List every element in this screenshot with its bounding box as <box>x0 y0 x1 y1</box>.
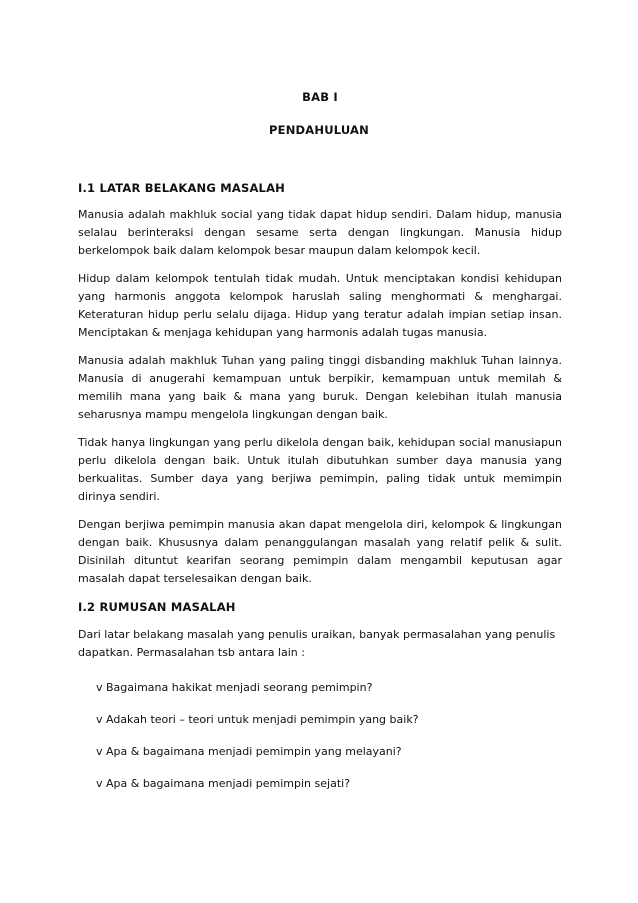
paragraph-4: Tidak hanya lingkungan yang perlu dikelola dengan baik, kehidupan social manusiapun perlu dikelola dengan baik. Untuk itulah dibutuhkan sumber daya manusia yang berkualitas. Sumber daya yang berjiwa pemimpin, paling tidak untuk memimpin dirinya sendiri. <box>78 436 562 503</box>
section-heading-rumusan-masalah: I.2 RUMUSAN MASALAH <box>78 600 236 614</box>
paragraph-5: Dengan berjiwa pemimpin manusia akan dapat mengelola diri, kelompok & lingkungan dengan baik. Khususnya dalam penanggulangan masalah yang relatif pelik & sulit. Disinilah dituntut kearifan seorang pemimpin dalam mengambil keputusan agar masalah dapat terselesaikan dengan baik. <box>78 518 562 585</box>
list-item: v Apa & bagaimana menjadi pemimpin yang melayani? <box>96 745 402 758</box>
paragraph-1: Manusia adalah makhluk social yang tidak dapat hidup sendiri. Dalam hidup, manusia selalau berinteraksi dengan sesame serta dengan lingkungan. Manusia hidup berkelompok baik dalam kelompok besar maupun dalam kelompok kecil. <box>78 208 562 257</box>
list-item: v Bagaimana hakikat menjadi seorang pemimpin? <box>96 681 373 694</box>
list-item: v Adakah teori – teori untuk menjadi pemimpin yang baik? <box>96 713 419 726</box>
chapter-number: BAB I <box>302 90 338 104</box>
paragraph-3: Manusia adalah makhluk Tuhan yang paling tinggi disbanding makhluk Tuhan lainnya. Manusia di anugerahi kemampuan untuk berpikir, kemampuan untuk memilah & memilih mana yang baik & mana yang buruk. Dengan kelebihan itulah manusia seharusnya mampu mengelola lingkungan dengan baik. <box>78 354 562 421</box>
chapter-title: PENDAHULUAN <box>269 123 369 137</box>
list-item: v Apa & bagaimana menjadi pemimpin sejati? <box>96 777 351 790</box>
section-heading-latar-belakang: I.1 LATAR BELAKANG MASALAH <box>78 181 286 195</box>
section2-intro: Dari latar belakang masalah yang penulis uraikan, banyak permasalahan yang penulis dapatkan. Permasalahan tsb antara lain : <box>78 628 556 659</box>
paragraph-2: Hidup dalam kelompok tentulah tidak mudah. Untuk menciptakan kondisi kehidupan yang harmonis anggota kelompok haruslah saling menghormati & menghargai. Keteraturan hidup perlu selalu dijaga. Hidup yang teratur adalah impian setiap insan. Menciptakan & menjaga kehidupan yang harmonis adalah tugas manusia. <box>78 272 562 339</box>
